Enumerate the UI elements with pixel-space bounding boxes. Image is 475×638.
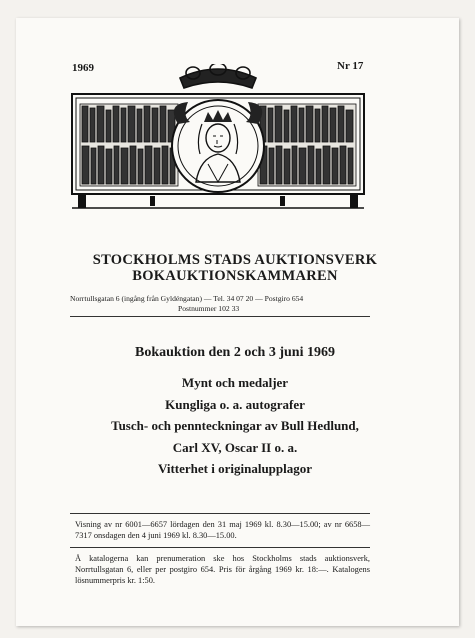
department-name: BOKAUKTIONSKAMMAREN — [132, 268, 338, 284]
auction-title: Bokauktion den 2 och 3 juni 1969 — [135, 345, 335, 360]
issue-number: Nr 17 — [337, 60, 364, 72]
address-line: Norrtullsgatan 6 (ingång från Gyldéngatan) — Tel. 34 07 20 — Postgiro 654 — [70, 294, 304, 303]
year-label: 1969 — [72, 62, 94, 74]
divider — [70, 316, 370, 317]
bookshelf-right — [258, 104, 356, 186]
divider — [70, 513, 370, 514]
postal-line: Postnummer 102 33 — [178, 304, 240, 313]
topic-line: Vitterhet i originalupplagor — [157, 461, 313, 476]
city-emblem-icon — [70, 64, 366, 216]
topic-line: Carl XV, Oscar II o. a. — [172, 439, 298, 455]
crown-icon — [180, 64, 256, 88]
topic-line: Kungliga o. a. autografer — [165, 396, 305, 412]
organization-name: STOCKHOLMS STADS AUKTIONSVERK — [92, 252, 378, 268]
viewing-notice: Visning av nr 6001—6657 lördagen den 31 maj 1969 kl. 8.30—15.00; av nr 6658—7317 onsdagen den 4 juni 1969 kl. 8.30—15.00. — [75, 520, 370, 540]
topic-line: Mynt och medaljer — [181, 375, 289, 390]
divider — [70, 547, 370, 548]
auction-topics — [50, 372, 420, 480]
topic-line: Tusch- och pennteckningar av Bull Hedlund, — [111, 418, 359, 433]
bookshelf-left — [80, 104, 178, 186]
medallion-icon — [172, 100, 264, 192]
subscription-notice: Å katalogerna kan prenumeration ske hos Stockholms stads auktionsverk, Norrtullsgatan 6, eller per postgiro 654. Pris för årgång 1969 kr. 18:—. Katalogens lösnummerpris kr. 1:50. — [75, 554, 370, 585]
